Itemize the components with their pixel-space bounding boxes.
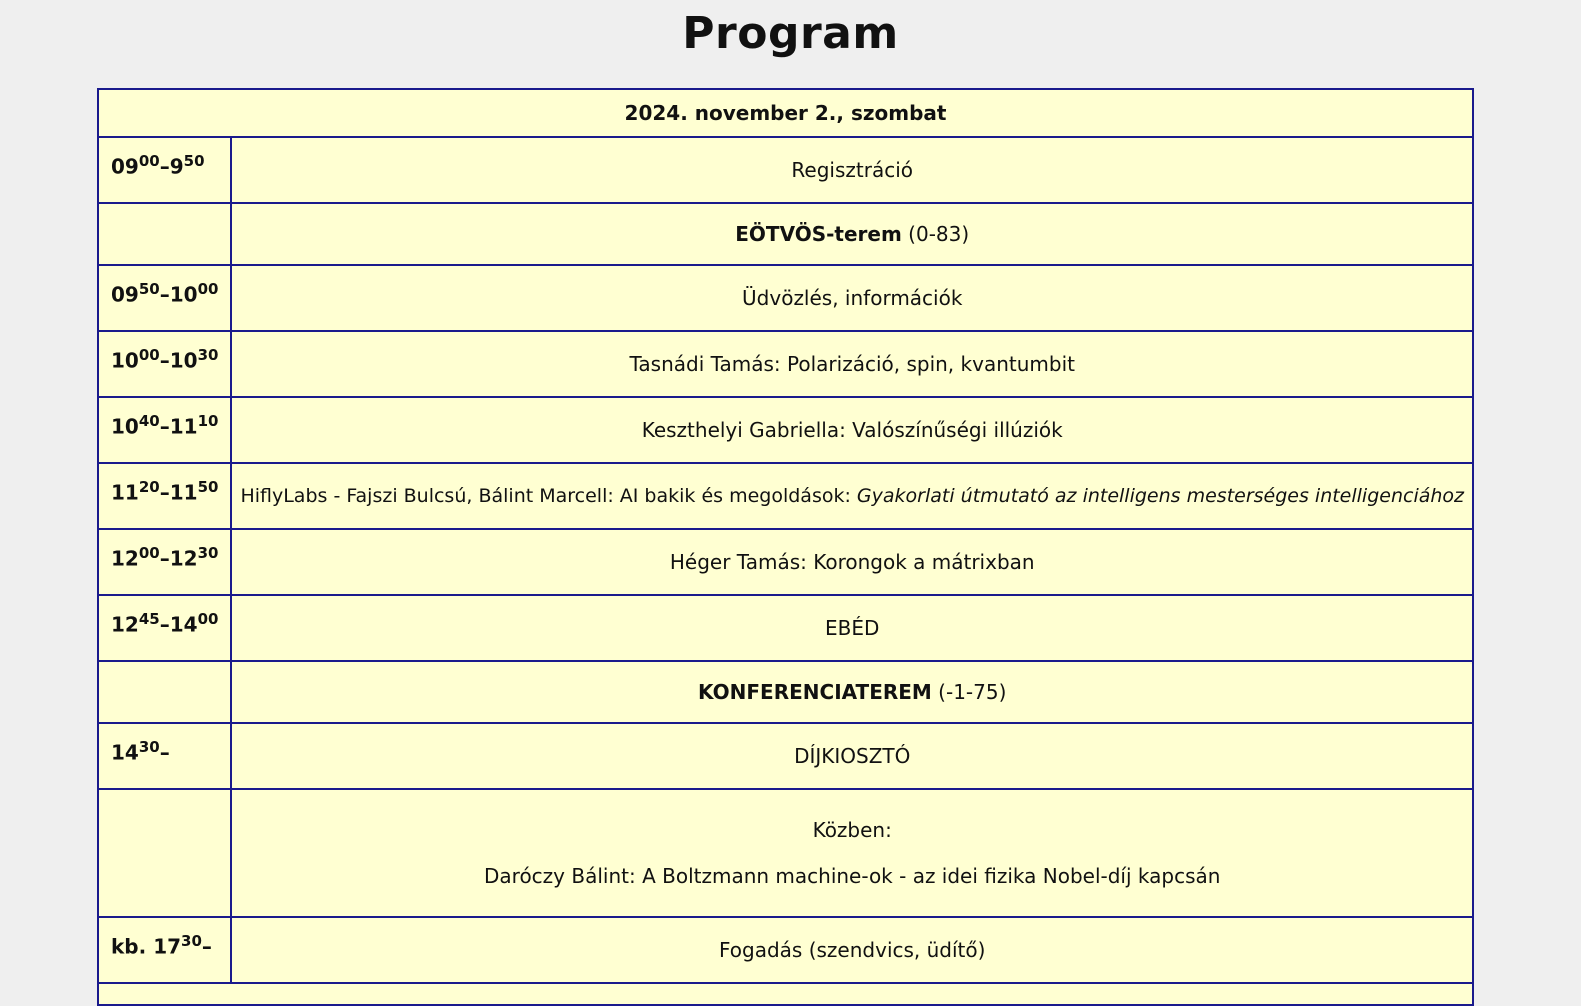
event-line: Közben: (812, 818, 892, 842)
room-row (98, 661, 1473, 723)
event-cell: Keszthelyi Gabriella: Valószínűségi illúziók (231, 397, 1473, 463)
event-cell: Héger Tamás: Korongok a mátrixban (231, 529, 1473, 595)
table-row (98, 331, 1473, 397)
cutoff-cell (98, 983, 1473, 1005)
time-cell: $10^{00}-10^{30}$ (98, 331, 231, 397)
time-cell: $12^{45}-14^{00}$ (98, 595, 231, 661)
event-cell: Tasnádi Tamás: Polarizáció, spin, kvantumbit (231, 331, 1473, 397)
time-cell-empty (98, 789, 231, 917)
room-code: (0-83) (901, 222, 970, 246)
table-row (98, 595, 1473, 661)
event-cell: DÍJKIOSZTÓ (231, 723, 1473, 789)
page-title: Program (682, 8, 899, 59)
table-row (98, 463, 1473, 529)
event-line: Daróczy Bálint: A Boltzmann machine-ok - az idei fizika Nobel-díj kapcsán (484, 864, 1221, 888)
date-header: 2024. november 2., szombat (98, 89, 1473, 137)
room-name: KONFERENCIATEREM (698, 680, 932, 704)
time-cell-empty (98, 661, 231, 723)
room-name: EÖTVÖS-terem (735, 222, 902, 246)
table-row (98, 265, 1473, 331)
event-cell (231, 789, 1473, 917)
program-table (97, 88, 1474, 1006)
time-cell: $09^{00}-9^{50}$ (98, 137, 231, 203)
table-row (98, 529, 1473, 595)
room-cell (231, 203, 1473, 265)
table-row (98, 137, 1473, 203)
room-cell (231, 661, 1473, 723)
time-cell: kb. $17^{30}-$ (98, 917, 231, 983)
time-cell: $09^{50}-10^{00}$ (98, 265, 231, 331)
room-code: (-1-75) (931, 680, 1007, 704)
event-cell: Regisztráció (231, 137, 1473, 203)
table-row (98, 397, 1473, 463)
date-header-row (98, 89, 1473, 137)
time-cell: $10^{40}-11^{10}$ (98, 397, 231, 463)
event-cell: Üdvözlés, információk (231, 265, 1473, 331)
time-cell: $12^{00}-12^{30}$ (98, 529, 231, 595)
time-cell-empty (98, 203, 231, 265)
time-cell: $14^{30}-$ (98, 723, 231, 789)
room-row (98, 203, 1473, 265)
time-cell: $11^{20}-11^{50}$ (98, 463, 231, 529)
event-cell: HiflyLabs - Fajszi Bulcsú, Bálint Marcell: AI bakik és megoldások: Gyakorlati útmutató az intelligens mesterséges intelligenciához (231, 463, 1473, 529)
table-row (98, 789, 1473, 917)
table-row (98, 917, 1473, 983)
table-row (98, 723, 1473, 789)
talk-subtitle: Gyakorlati útmutató az intelligens mesterséges intelligenciához (856, 485, 1465, 507)
table-row (98, 983, 1473, 1005)
event-cell: Fogadás (szendvics, üdítő) (231, 917, 1473, 983)
event-cell: EBÉD (231, 595, 1473, 661)
